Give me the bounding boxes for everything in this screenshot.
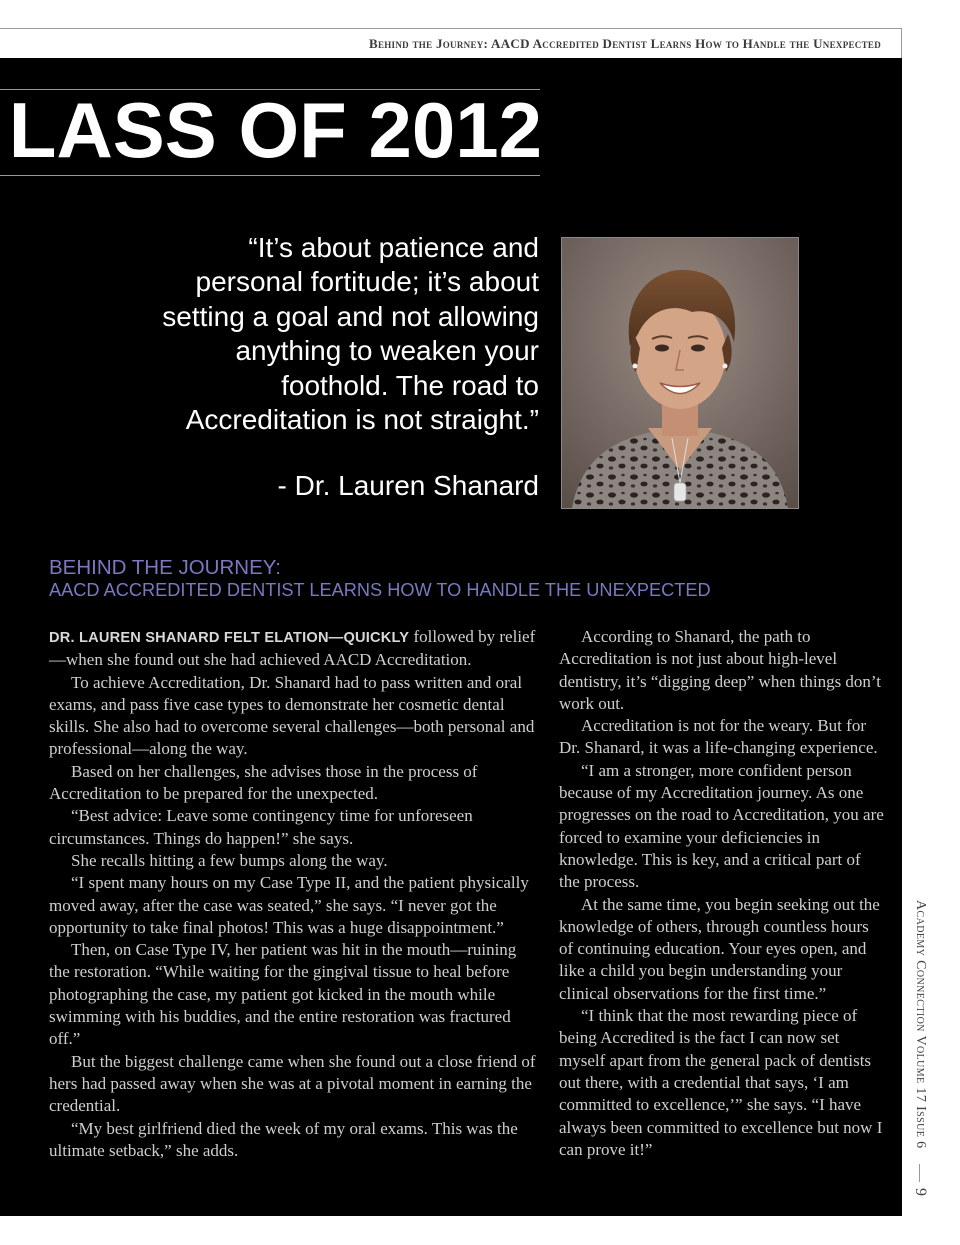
paragraph: She recalls hitting a few bumps along the way.	[71, 850, 388, 870]
paragraph: At the same time, you begin seeking out the knowledge of others, through countless hours of continuing education. Your eyes open, and like a child you begin understanding your clinical observations for the first time.”	[559, 894, 880, 1003]
paragraph: “I spent many hours on my Case Type II, and the patient physically moved away, after the case was seated,” she says. “I never got the opportunity to take final photos! This was a huge disappointment.”	[49, 873, 529, 937]
running-header-title: Behind the Journey: AACD Accredited Dentist Learns How to Handle the Unexpected	[368, 36, 881, 51]
lede-caps: DR. LAUREN SHANARD FELT ELATION—QUICKLY	[49, 630, 410, 646]
portrait-illustration	[562, 238, 798, 508]
article-page	[0, 58, 902, 1216]
paragraph: Based on her challenges, she advises those in the process of Accreditation to be prepared for the unexpected.	[49, 761, 478, 804]
article-column-left	[49, 626, 539, 1162]
class-title	[0, 92, 544, 176]
article-column-right	[559, 626, 884, 1161]
publication-title: Academy Connection Volume 17 Issue 6	[913, 900, 928, 1149]
page-footer	[902, 870, 960, 1215]
lede-text: followed by relief—when she found out she had achieved AACD Accreditation.	[49, 627, 536, 670]
article-heading	[49, 556, 869, 601]
paragraph: “Best advice: Leave some contingency time for unforeseen circumstances. Things do happen!” she says.	[49, 806, 473, 848]
quote-attribution: - Dr. Lauren Shanard	[277, 470, 539, 501]
portrait-photo	[561, 237, 799, 509]
paragraph: To achieve Accreditation, Dr. Shanard had to pass written and oral exams, and pass five case types to demonstrate her cosmetic dental skills. She also had to overcome several challenges—both personal and professional—along the way.	[49, 672, 535, 759]
article-heading-line1: BEHIND THE JOURNEY:	[49, 556, 281, 579]
paragraph: “I am a stronger, more confident person because of my Accreditation journey. As one progresses on the road to Accreditation, you are forced to examine your deficiencies in knowledge. This is key, and a critical part of the process.	[559, 760, 884, 892]
paragraph: Accreditation is not for the weary. But for Dr. Shanard, it was a life-changing experience.	[559, 716, 878, 758]
paragraph	[49, 626, 539, 672]
paragraph: Then, on Case Type IV, her patient was hit in the mouth—ruining the restoration. “While waiting for the gingival tissue to heal before photographing the case, my patient got kicked in the mouth while swimming with his buddies, and the entire restoration was fractured off.”	[49, 940, 517, 1049]
paragraph: “My best girlfriend died the week of my oral exams. This was the ultimate setback,” she adds.	[49, 1118, 518, 1160]
running-header	[0, 28, 902, 58]
pull-quote: “It’s about patience and personal fortitude; it’s about setting a goal and not allowing anything to weaken your foothold. The road to Accreditation is not straight.”	[162, 232, 539, 436]
footer-divider	[919, 1164, 920, 1182]
paragraph: But the biggest challenge came when she found out a close friend of hers had passed away when she was at a pivotal moment in earning the credential.	[49, 1051, 536, 1116]
paragraph: According to Shanard, the path to Accreditation is not just about high-level dentistry, it’s “digging deep” when things don’t work out.	[559, 627, 882, 713]
class-title-text: LASS OF 2012	[8, 92, 542, 174]
paragraph: “I think that the most rewarding piece of being Accredited is the fact I can now set myself apart from the general pack of dentists out there, with a credential that says, ‘I am committed to excellence,’” she says. “I have always been committed to excellence but now I can prove it!”	[559, 1006, 883, 1159]
title-rule-bottom	[0, 175, 540, 176]
page-number: 9	[912, 1188, 929, 1196]
article-heading-line2: AACD ACCREDITED DENTIST LEARNS HOW TO HANDLE THE UNEXPECTED	[49, 580, 711, 600]
title-rule-top	[0, 89, 540, 90]
